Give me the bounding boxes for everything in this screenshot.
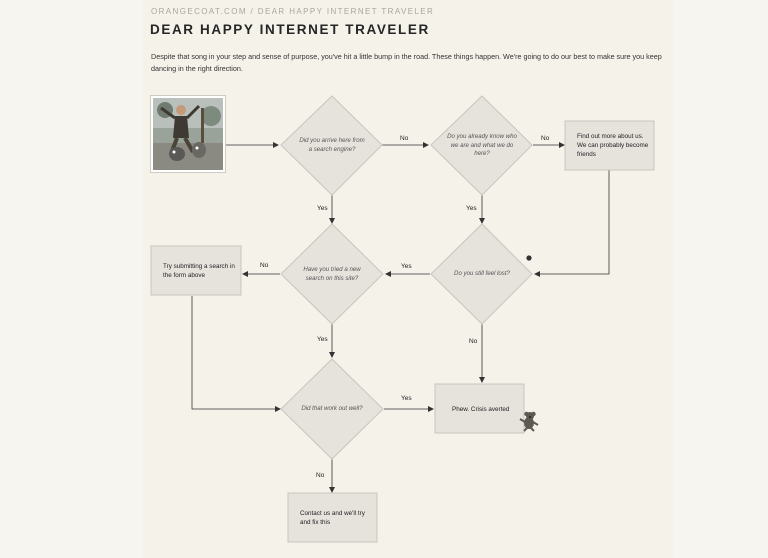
decision-tried-search: Have you tried a new search on this site? xyxy=(303,266,361,282)
decision-know-us: Do you already know who we are and what we do here? xyxy=(447,133,517,157)
outcome-find-out: Find out more about us. We can probably become friends xyxy=(577,133,649,158)
edge-label-no: No xyxy=(400,135,409,142)
dancing-koala-icon xyxy=(518,410,540,432)
decision-work-out: Did that work out well? xyxy=(301,405,363,412)
edge-label-yes: Yes xyxy=(466,205,477,212)
breadcrumb-home-link[interactable]: ORANGECOAT.COM xyxy=(151,7,247,16)
decision-search-engine: Did you arrive here from a search engine? xyxy=(299,137,365,153)
breadcrumb-separator: / xyxy=(250,7,255,16)
breadcrumb-current: DEAR HAPPY INTERNET TRAVELER xyxy=(257,7,435,16)
decorative-dot xyxy=(526,255,531,260)
edge-label-no: No xyxy=(469,338,478,345)
outcome-try-search: Try submitting a search in the form above xyxy=(163,263,235,279)
edge-find-out-to-still-lost xyxy=(535,170,609,274)
outcome-contact: Contact us and we'll try and fix this xyxy=(300,510,365,526)
edge-label-yes: Yes xyxy=(401,395,412,402)
intro-paragraph: Despite that song in your step and sense of purpose, you've hit a little bump in the road. These things happen. We're going to do our best to make sure you keep dancing in the right direction. xyxy=(151,52,662,73)
edge-label-no: No xyxy=(260,262,269,269)
decision-still-lost: Do you still feel lost? xyxy=(454,270,510,277)
edge-label-no: No xyxy=(541,135,550,142)
edge-label-yes: Yes xyxy=(317,205,328,212)
edge-label-no: No xyxy=(316,472,325,479)
page-title: DEAR HAPPY INTERNET TRAVELER xyxy=(150,22,430,37)
edge-label-yes: Yes xyxy=(317,336,328,343)
edge-try-search-to-work-out xyxy=(192,296,280,409)
edge-label-yes: Yes xyxy=(401,263,412,270)
outcome-crisis: Phew. Crisis averted xyxy=(452,406,510,413)
